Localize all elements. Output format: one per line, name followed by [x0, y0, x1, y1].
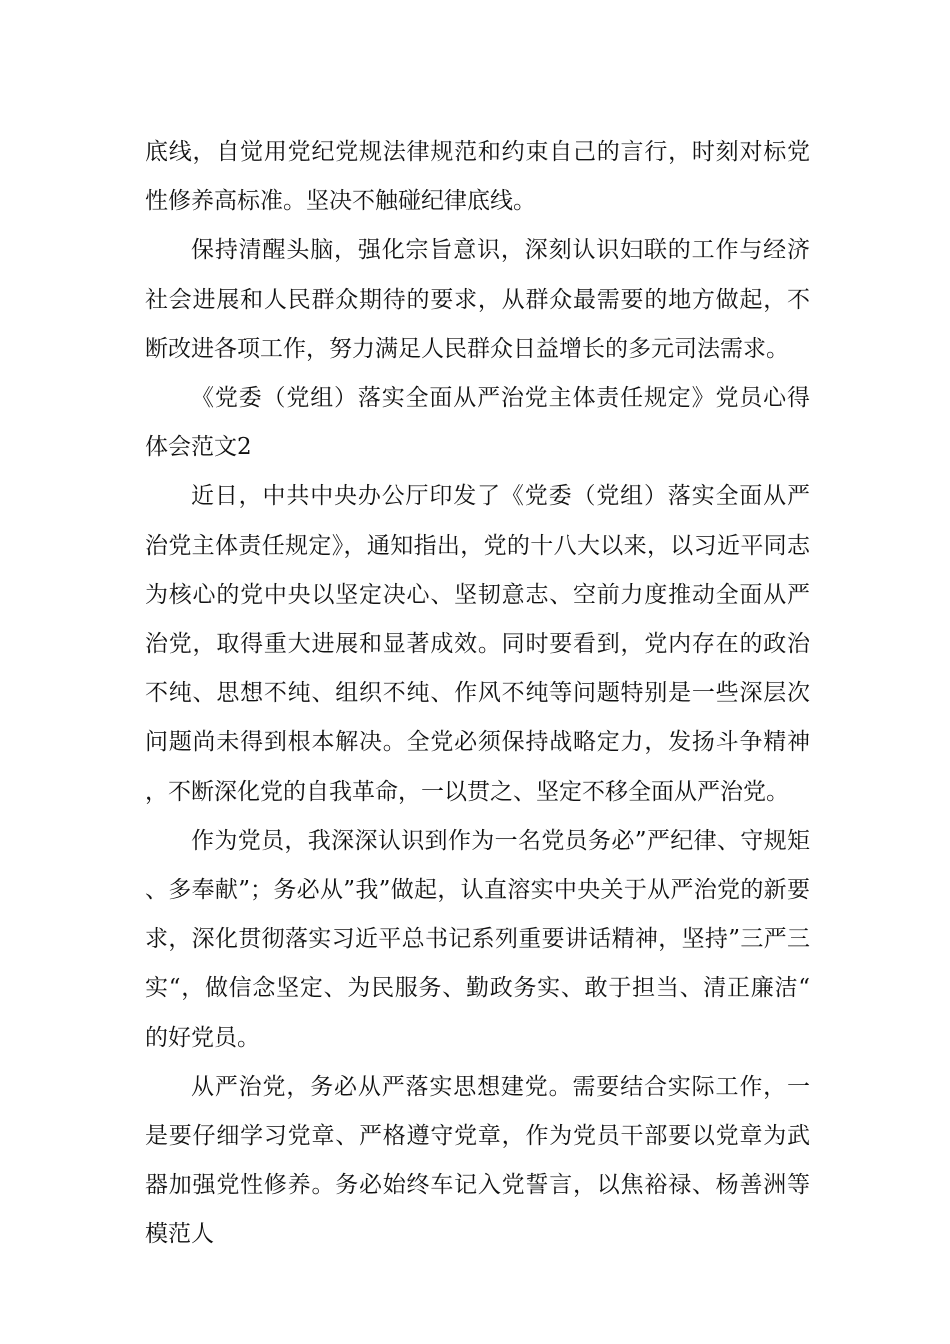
document-body — [145, 128, 810, 1260]
paragraph-1: 底线，自觉用党纪党规法律规范和约束自己的言行，时刻对标党性修养高标准。坚决不触碰纪律底线。 — [145, 139, 810, 215]
paragraph-3: 近日，中共中央办公厅印发了《党委（党组）落实全面从严治党主体责任规定》，通知指出，党的十八大以来，以习近平同志为核心的党中央以坚定决心、坚韧意志、空前力度推动全面从严治党，取得重大进展和显著成效。同时要看到，党内存在的政治不纯、思想不纯、组织不纯、作风不纯等问题特别是一些深层次问题尚未得到根本解决。全党必须保持战略定力，发扬斗争精神，不断深化党的自我革命，一以贯之、坚定不移全面从严治党。 — [145, 483, 810, 805]
section-heading: 《党委（党组）落实全面从严治党主体责任规定》党员心得体会范文2 — [145, 385, 810, 461]
paragraph-2: 保持清醒头脑，强化宗旨意识，深刻认识妇联的工作与经济社会进展和人民群众期待的要求，从群众最需要的地方做起，不断改进各项工作，努力满足人民群众日益增长的多元司法需求。 — [145, 237, 810, 362]
paragraph-4: 作为党员，我深深认识到作为一名党员务必”严纪律、守规矩、多奉献”；务必从”我”做起，认直溶实中央关于从严治党的新要求，深化贯彻落实习近平总书记系列重要讲话精神，坚持”三严三实“，做信念坚定、为民服务、勤政务实、敢于担当、清正廉洁“的好党员。 — [145, 827, 810, 1051]
paragraph-5: 从严治党，务必从严落实思想建党。需要结合实际工作，一是要仔细学习党章、严格遵守党章，作为党员干部要以党章为武器加强党性修养。务必始终车记入党誓言，以焦裕禄、杨善洲等模范人 — [145, 1073, 810, 1248]
